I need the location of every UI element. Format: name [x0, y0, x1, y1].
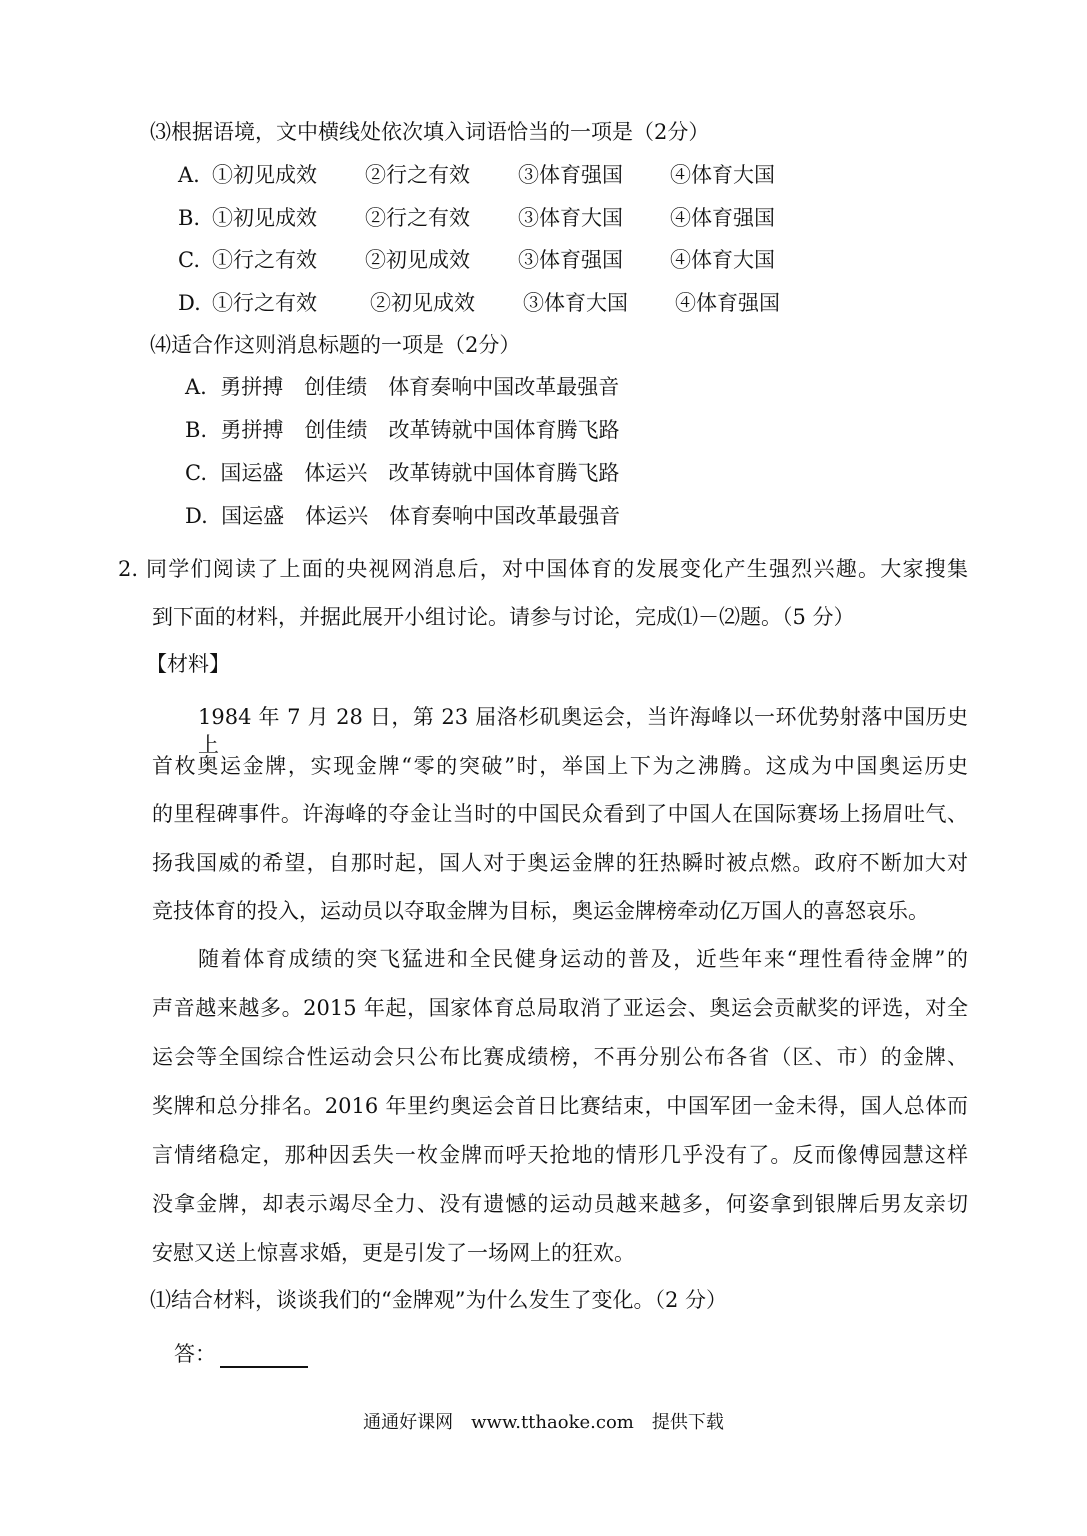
option-letter: B.	[185, 418, 208, 442]
option-item: ③体育大国	[523, 290, 628, 315]
option-item: ③体育强国	[518, 163, 623, 187]
q4-stem: ⑷适合作这则消息标题的一项是（2分）	[150, 333, 521, 357]
option-item: ③体育强国	[518, 248, 623, 272]
material-paragraph-2-line: 运会等全国综合性运动会只公布比赛成绩榜，不再分别公布各省（区、市）的金牌、	[152, 1045, 968, 1069]
option-item: ②初见成效	[365, 248, 470, 272]
option-item: ①行之有效	[212, 248, 317, 272]
option-letter: B.	[178, 205, 201, 230]
q3-option[interactable]	[0, 161, 1087, 189]
option-letter: C.	[178, 248, 200, 272]
option-item: ④体育强国	[675, 290, 780, 315]
q4-option[interactable]	[185, 459, 619, 487]
option-text: 国运盛 体运兴 体育奏响中国改革最强音	[221, 504, 621, 528]
sub-question-1: ⑴结合材料，谈谈我们的“金牌观”为什么发生了变化。（2 分）	[150, 1288, 728, 1312]
footer: 通通好课网 www.tthaoke.com 提供下载	[363, 1412, 724, 1433]
q4-option[interactable]	[185, 416, 619, 444]
material-label: 【材料】	[146, 652, 230, 676]
q3-option[interactable]	[0, 289, 1087, 317]
material-paragraph-1-line: 首枚奥运金牌，实现金牌“零的突破”时，举国上下为之沸腾。这成为中国奥运历史	[152, 753, 968, 778]
option-item: ①初见成效	[212, 205, 317, 230]
q4-option[interactable]	[185, 502, 620, 530]
option-text: 国运盛 体运兴 改革铸就中国体育腾飞路	[220, 461, 620, 485]
material-paragraph-2-line: 奖牌和总分排名。2016 年里约奥运会首日比赛结束，中国军团一金未得，国人总体而	[152, 1094, 968, 1118]
q3-option[interactable]	[0, 204, 1087, 232]
option-item: ③体育大国	[518, 205, 623, 230]
option-letter: A.	[178, 163, 200, 187]
option-letter: C.	[185, 461, 207, 485]
answer-row	[174, 1340, 308, 1368]
answer-blank[interactable]	[220, 1346, 308, 1368]
option-item: ②行之有效	[365, 205, 470, 230]
question-2-line-2: 到下面的材料，并据此展开小组讨论。请参与讨论，完成⑴－⑵题。（5 分）	[152, 605, 855, 629]
option-text: 勇拼搏 创佳绩 体育奏响中国改革最强音	[220, 375, 620, 399]
option-text: 勇拼搏 创佳绩 改革铸就中国体育腾飞路	[220, 418, 620, 442]
material-paragraph-1-line: 扬我国威的希望，自那时起，国人对于奥运金牌的狂热瞬时被点燃。政府不断加大对	[152, 850, 968, 875]
q4-option[interactable]	[185, 373, 619, 401]
option-item: ④体育大国	[670, 163, 775, 187]
q3-stem: ⑶根据语境，文中横线处依次填入词语恰当的一项是（2分）	[150, 120, 710, 144]
material-paragraph-2-line: 没拿金牌，却表示竭尽全力、没有遗憾的运动员越来越多，何姿拿到银牌后男友亲切	[152, 1192, 968, 1216]
option-item: ①行之有效	[212, 290, 317, 315]
option-item: ②初见成效	[370, 290, 475, 315]
material-paragraph-2-line: 言情绪稳定，那种因丢失一枚金牌而呼天抢地的情形几乎没有了。反而像傅园慧这样	[152, 1143, 968, 1167]
option-item: ①初见成效	[212, 163, 317, 187]
material-paragraph-1-line: 的里程碑事件。许海峰的夺金让当时的中国民众看到了中国人在国际赛场上扬眉吐气、	[152, 802, 968, 826]
option-letter: A.	[185, 375, 207, 399]
material-paragraph-2-line: 声音越来越多。2015 年起，国家体育总局取消了亚运会、奥运会贡献奖的评选，对全	[152, 996, 968, 1020]
option-letter: D.	[185, 504, 208, 528]
option-letter: D.	[178, 290, 201, 315]
question-2-line-1: 2. 同学们阅读了上面的央视网消息后，对中国体育的发展变化产生强烈兴趣。大家搜集	[118, 557, 968, 581]
option-item: ②行之有效	[365, 163, 470, 187]
material-paragraph-2-line: 随着体育成绩的突飞猛进和全民健身运动的普及，近些年来“理性看待金牌”的	[198, 947, 968, 971]
option-item: ④体育大国	[670, 248, 775, 272]
q3-option[interactable]	[0, 246, 1087, 274]
option-item: ④体育强国	[670, 205, 775, 230]
answer-label: 答：	[174, 1342, 216, 1366]
material-paragraph-2-line: 安慰又送上惊喜求婚，更是引发了一场网上的狂欢。	[152, 1241, 635, 1265]
material-paragraph-1-line: 竞技体育的投入，运动员以夺取金牌为目标，奥运金牌榜牵动亿万国人的喜怒哀乐。	[152, 899, 929, 923]
material-paragraph-1-line: 1984 年 7 月 28 日，第 23 届洛杉矶奥运会，当许海峰以一环优势射落中国历史上	[198, 705, 968, 757]
